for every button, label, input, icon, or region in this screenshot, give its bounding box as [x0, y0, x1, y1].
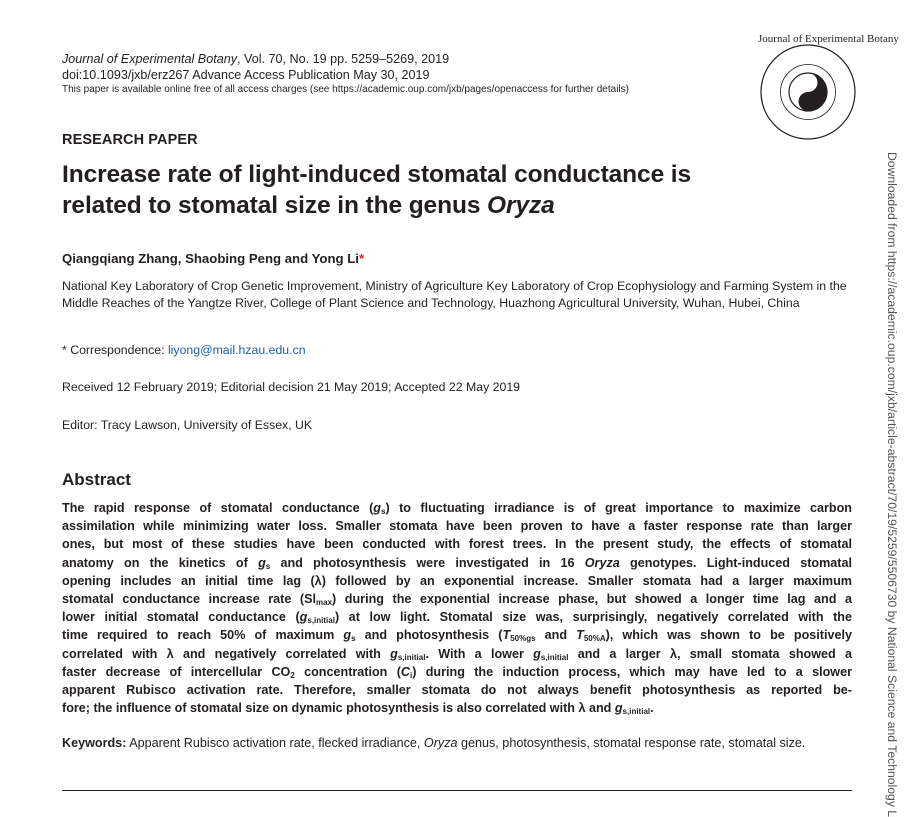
abstract-line: assimilation while minimizing water loss. Smaller stomata have been proven to have a faster response rate than larger: [62, 519, 852, 534]
keywords-label: Keywords:: [62, 736, 127, 750]
abstract-line: fore; the influence of stomatal size on dynamic photosynthesis is also correlated with λ and $g_{s,initial}$.: [62, 701, 654, 717]
correspondence-email-link[interactable]: liyong@mail.hzau.edu.cn: [167, 343, 306, 357]
download-watermark: Downloaded from https://academic.oup.com/jxb/article-abstract/70/19/5259/5506730 by National Science and Technology L: [885, 152, 899, 817]
seal-text: Journal of Experimental Botany: [758, 33, 899, 45]
handling-editor: Editor: Tracy Lawson, University of Essex, UK: [62, 418, 313, 432]
article-title: [62, 160, 822, 221]
title-line-1: Increase rate of light-induced stomatal conductance is: [62, 161, 692, 188]
journal-name: Journal of Experimental Botany: [62, 52, 238, 66]
open-access-note: This paper is available online free of all access charges (see https://academic.oup.com/jxb/pages/openaccess for further details): [62, 84, 629, 95]
keywords-genus: Oryza: [423, 736, 458, 750]
abstract-line: faster decrease of intercellular $CO_2$ concentration $(C_i)$ during the induction process, which may have led to a slower: [62, 664, 852, 680]
corresponding-author-marker: *: [358, 251, 365, 266]
doi-line: doi:10.1093/jxb/erz267 Advance Access Publication May 30, 2019: [62, 68, 430, 82]
journal-seal-logo: [758, 33, 899, 142]
abstract-text: [62, 499, 852, 717]
journal-header: [62, 51, 762, 97]
footer-rule: [62, 790, 852, 791]
citation-line: [62, 51, 762, 67]
abstract-line: The rapid response of stomatal conductance $(g_s)$ to fluctuating irradiance is of great importance to maximize carbon: [62, 501, 853, 516]
keywords-text-rest: genus, photosynthesis, stomatal response rate, stomatal size.: [457, 736, 806, 750]
author-affiliation: National Key Laboratory of Crop Genetic Improvement, Ministry of Agriculture Key Laboratory of Crop Ecophysiology and Farming System in the Middle Reaches of the Yangtze River, College of Plant Science and Technology, Huazhong Agricultural University, Wuhan, Hubei, China: [62, 279, 847, 310]
article-type-label: RESEARCH PAPER: [62, 132, 198, 148]
author-names: Qiangqiang Zhang, Shaobing Peng and Yong Li: [62, 251, 359, 266]
abstract-line: time required to reach 50% of maximum $g_s$ and photosynthesis ($T_{50\%gs}$ and $T_{50\%A}$), which was shown to be positively: [62, 628, 852, 644]
abstract-line: stomatal conductance increase rate $(Sl_{max})$ during the exponential increase phase, but showed a longer time lag and a: [62, 592, 852, 608]
keywords: [62, 734, 852, 753]
keywords-text: Apparent Rubisco activation rate, flecked irradiance,: [126, 736, 424, 750]
abstract-heading: Abstract: [62, 470, 131, 489]
abstract-line: lower initial stomatal conductance $(g_{s,initial})$ at low light. Stomatal size was, surprisingly, negatively correlated with the: [62, 610, 853, 626]
abstract-line: apparent Rubisco activation rate. Therefore, smaller stomata do not always benefit photosynthesis as reported be-: [62, 683, 852, 698]
abstract-line: opening includes an initial time lag (λ) followed by an exponential increase. Smaller stomata had a larger maximum: [62, 573, 852, 588]
article-dates: Received 12 February 2019; Editorial decision 21 May 2019; Accepted 22 May 2019: [62, 380, 520, 394]
correspondence-line: [62, 343, 306, 357]
title-genus: Oryza: [487, 191, 555, 219]
abstract-line: ones, but most of these studies have been conducted with forest trees. In the present study, the effects of stomatal: [62, 537, 852, 552]
citation-details: , Vol. 70, No. 19 pp. 5259–5269, 2019: [237, 52, 450, 66]
abstract-line: correlated with λ and negatively correlated with $g_{s,initial}$. With a lower $g_{s,initial}$ and a larger λ, small stomata showed a: [62, 646, 853, 662]
correspondence-label: * Correspondence:: [62, 343, 168, 357]
title-line-2: related to stomatal size in the genus: [62, 191, 488, 219]
author-list: [62, 251, 364, 266]
abstract-line: anatomy on the kinetics of $g_s$ and photosynthesis were investigated in 16 Oryza genotypes. Light-induced stomatal: [62, 555, 852, 571]
